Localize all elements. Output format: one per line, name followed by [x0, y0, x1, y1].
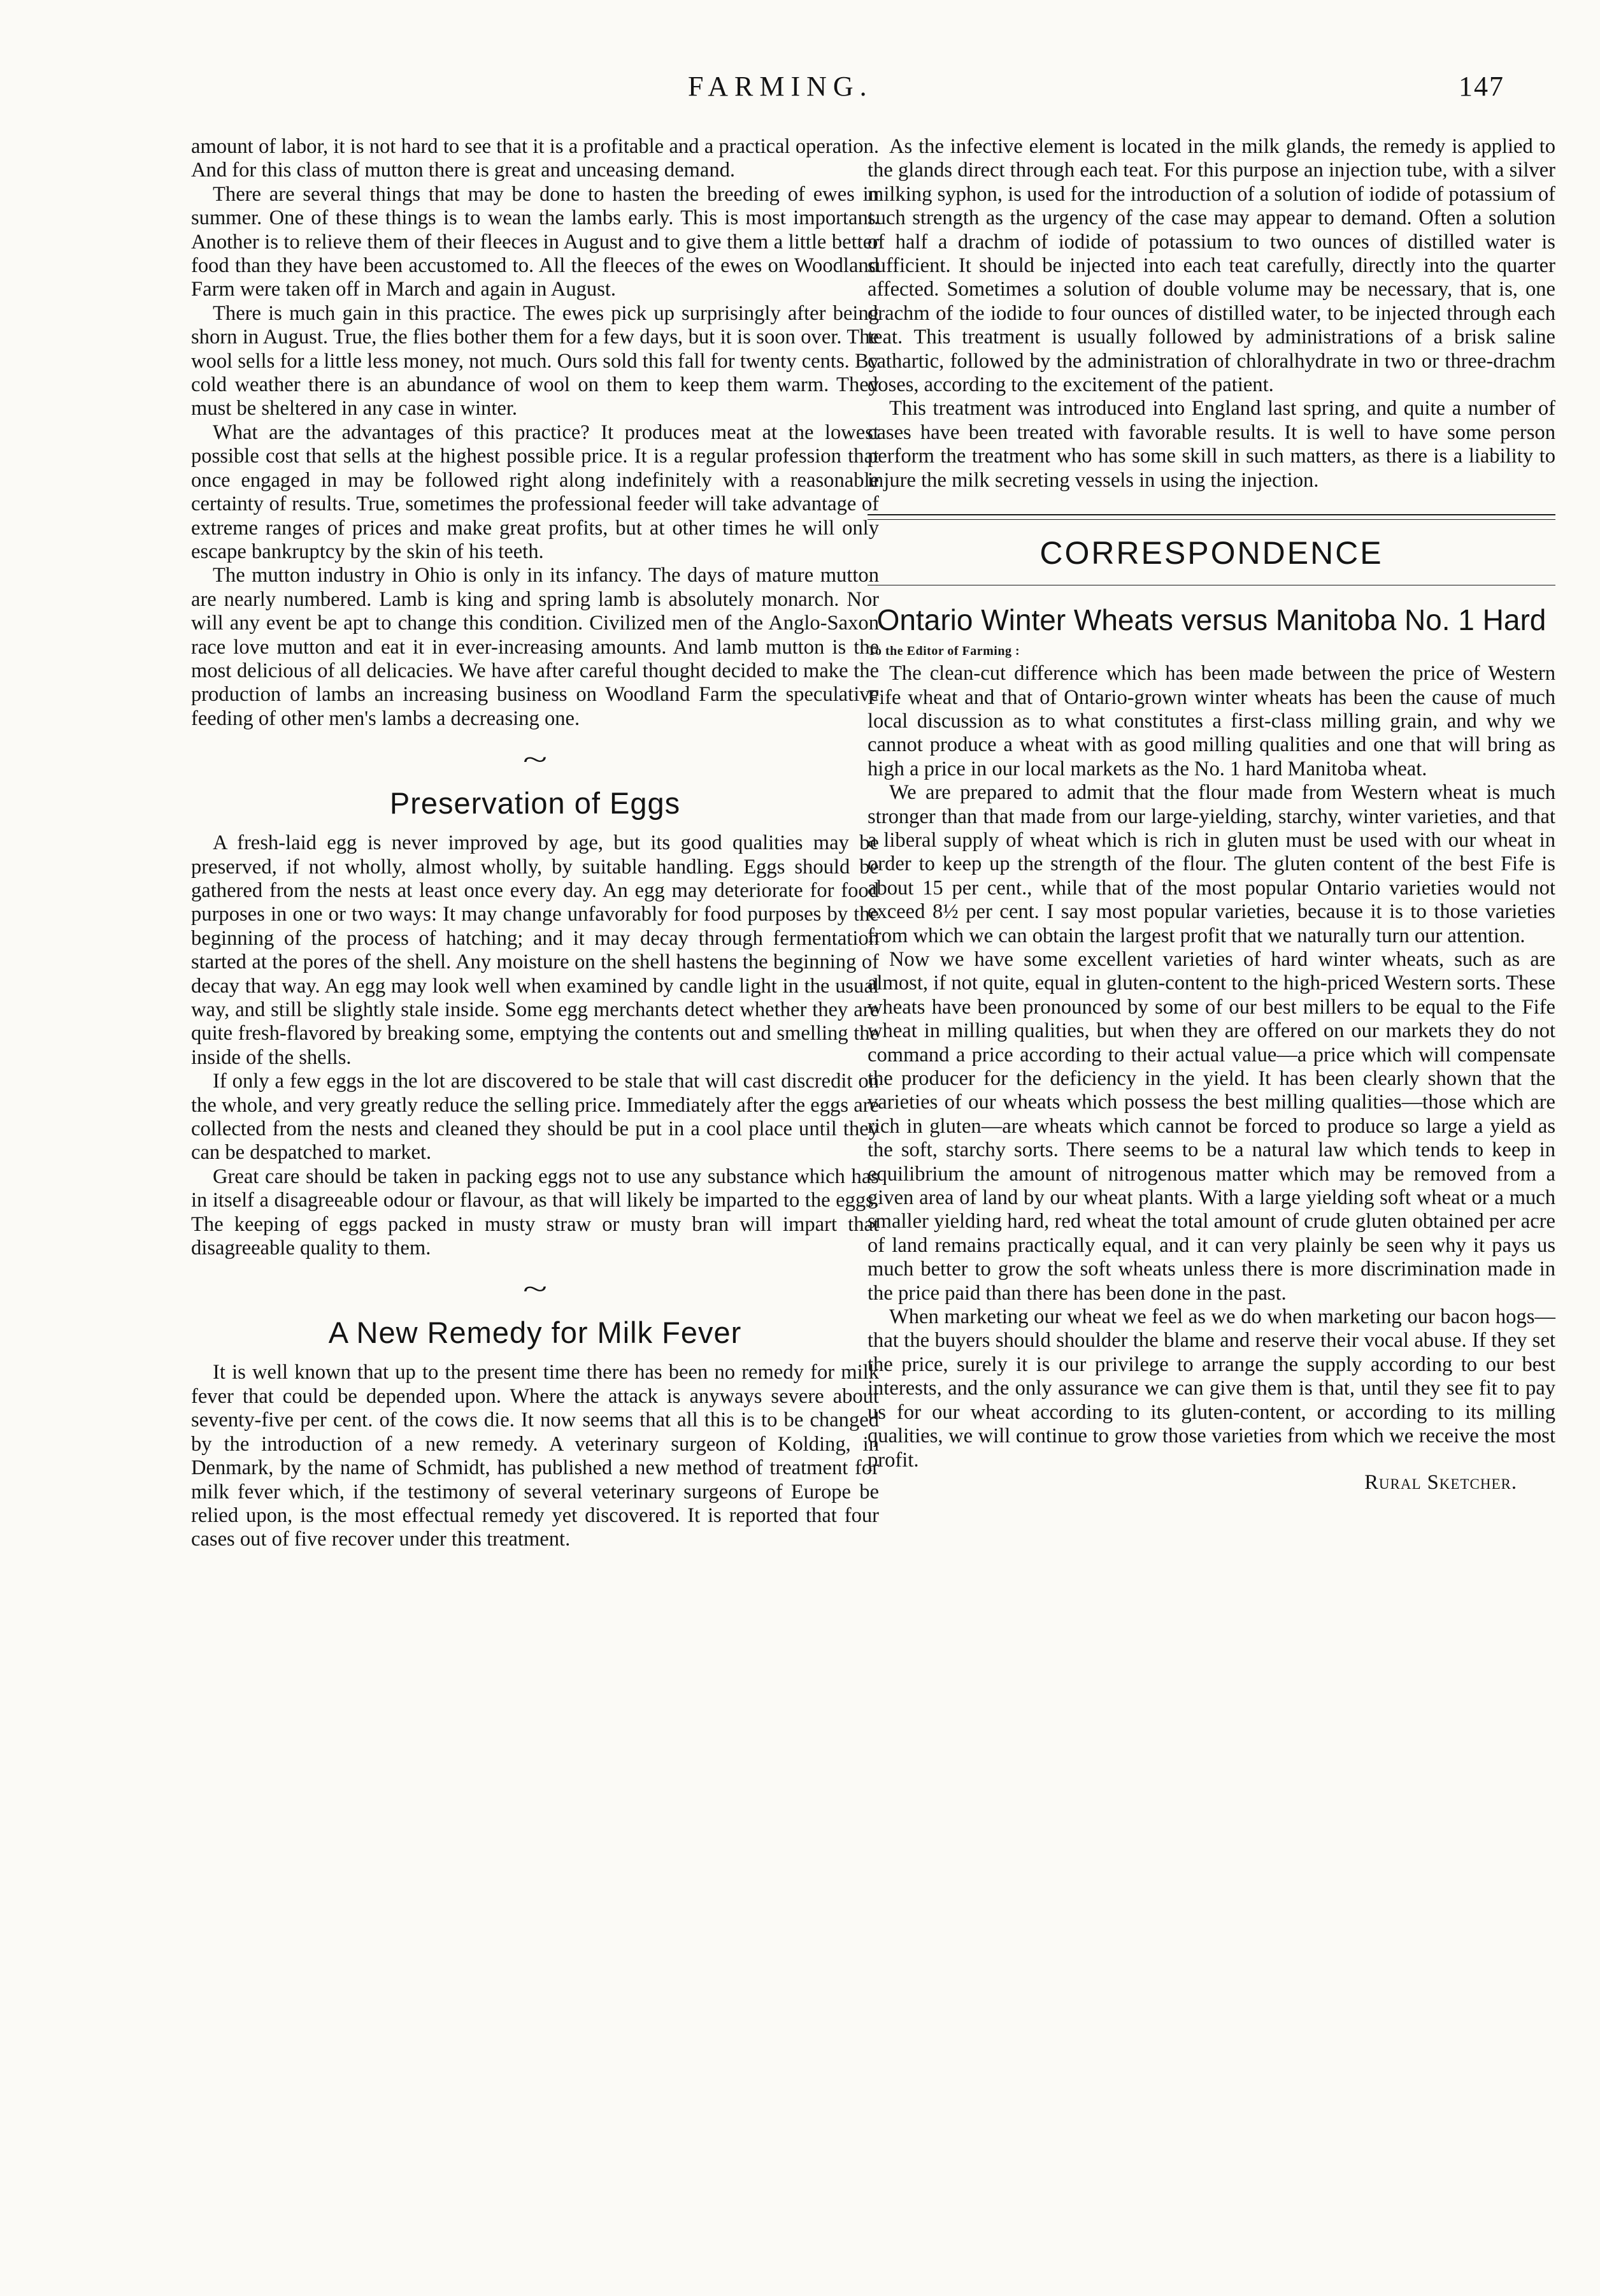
article-paragraph: There is much gain in this practice. The ewes pick up surprisingly after being shorn in August. True, the flies bother them for a few days, but it is soon over. The wool sells for a little less money, not much. Ours sold this fall for twenty cents. By cold weather there is an abundance of wool on them to keep them warm. They must be sheltered in any case in winter. [191, 301, 879, 420]
letter-paragraph: The clean-cut difference which has been made between the price of Western Fife wheat and that of Ontario-grown winter wheats has been the cause of much local discussion as to what constitutes a first-class milling grain, and why we cannot produce a wheat with as good milling qualities and one that will bring as high a price in our local markets as the No. 1 hard Manitoba wheat. [868, 662, 1555, 780]
article-paragraph: A fresh-laid egg is never improved by age, but its good qualities may be preserved, if not wholly, almost wholly, by suitable handling. Eggs should be gathered from the nests at least once every day. An egg may deteriorate for food purposes in one or two ways: It may change unfavorably for food purposes by the beginning of the process of hatching; and it may decay through fermentation started at the pores of the shell. Any moisture on the shell hastens the beginning of decay that way. An egg may look well when examined by candle light in the usual way, and still be slightly stale inside. Some egg merchants detect whether they are quite fresh-flavored by breaking some, emptying the contents out and smelling the inside of the shells. [191, 831, 879, 1069]
section-rule [868, 514, 1555, 520]
letter-title: Ontario Winter Wheats versus Manitoba No. 1 Hard [876, 603, 1546, 637]
article-paragraph: It is well known that up to the present time there has been no remedy for milk fever that could be depended upon. Where the attack is anyways severe about seventy-five per cent. of the cows die. It now seems that all this is to be changed by the introduction of a new remedy. A veterinary surgeon of Kolding, in Denmark, by the name of Schmidt, has published a new method of treatment for milk fever which, if the testimony of several veterinary surgeons of Europe be relied upon, is the most effectual remedy yet discovered. It is reported that four cases out of five recover under this treatment. [191, 1361, 879, 1551]
letter-paragraph: Now we have some excellent varieties of hard winter wheats, such as are almost, if not quite, equal in gluten-content to the high-priced Western sorts. These wheats have been pronounced by some of our best millers to be equal to the Fife wheat in milling qualities, but when they are offered on our markets they do not command a price according to their actual value—a price which will compensate the producer for the deficiency in the yield. It has been clearly shown that the varieties of our wheats which possess the best milling qualities—those which are rich in gluten—are wheats which cannot be forced to produce so large a yield as the soft, starchy sorts. There seems to be a natural law which tends to keep in equilibrium the amount of nitrogenous matter which may be removed from a given area of land by our wheat plants. With a large yielding soft wheat or a much smaller yielding hard, red wheat the total amount of crude gluten obtained per acre of land remains practically equal, and it can very plainly be seen why it pays us much better to grow the soft wheats unless there is more discrimination made in the price paid than there has been done in the past. [868, 947, 1555, 1305]
letter-paragraph: When marketing our wheat we feel as we do when marketing our bacon hogs—that the buyers should shoulder the blame and reserve their vocal abuse. If they set the price, surely it is our privilege to arrange the supply according to our best interests, and the only assurance we can give them is that, until they see fit to pay us for our wheat according to its gluten-content, or according to its milling qualities, we will continue to grow those varieties from which we receive the most profit. [868, 1305, 1555, 1472]
left-column [191, 135, 879, 1552]
ornament-divider: ~ [522, 744, 548, 776]
article-paragraph: Great care should be taken in packing eggs not to use any substance which has in itself a disagreeable odour or flavour, as that will likely be imparted to the eggs. The keeping of eggs packed in musty straw or musty bran will impart that disagreeable quality to them. [191, 1165, 879, 1260]
letter-signature: Rural Sketcher. [1364, 1470, 1517, 1494]
ornament-divider: ~ [522, 1274, 548, 1305]
rule-line [868, 519, 1555, 520]
page-number: 147 [1459, 71, 1504, 102]
article-paragraph: If only a few eggs in the lot are discovered to be stale that will cast discredit on the whole, and very greatly reduce the selling price. Immediately after the eggs are collected from the nests and cleaned they should be put in a cool place until they can be despatched to market. [191, 1070, 879, 1165]
article-paragraph: What are the advantages of this practice? It produces meat at the lowest possible cost that sells at the highest possible price. It is a regular profession that once engaged in may be followed right along indefinitely with a reasonable certainty of results. True, sometimes the professional feeder will take advantage of extreme ranges of prices and make great profits, but at other times he will only escape bankruptcy by the skin of his teeth. [191, 420, 879, 563]
eggs-article-title: Preservation of Eggs [389, 786, 681, 821]
running-title: FARMING. [688, 71, 873, 102]
article-paragraph: As the infective element is located in the milk glands, the remedy is applied to the glands direct through each teat. For this purpose an injection tube, with a silver milking syphon, is used for the introduction of a solution of iodide of potassium of such strength as the urgency of the case may appear to demand. Often a solution of half a drachm of iodide of potassium to two ounces of distilled water is sufficient. It should be injected into each teat carefully, directly into the quarter affected. Sometimes a solution of double volume may be necessary, that is, one drachm of the iodide to four ounces of distilled water, to be injected through each teat. This treatment is usually followed by administrations of a brisk saline cathartic, followed by the administration of chloralhydrate in two or three-drachm doses, according to the excitement of the patient. [868, 135, 1555, 397]
letter-paragraph: We are prepared to admit that the flour made from Western wheat is much stronger than that made from our large-yielding, starchy, winter varieties, and that a liberal supply of wheat which is rich in gluten must be used with our wheat in order to keep up the strength of the flour. The gluten content of the best Fife is about 15 per cent., while that of the most popular Ontario varieties would not exceed 8½ per cent. I say most popular varieties, because it is to those varieties from which we can obtain the largest profit that we naturally turn our attention. [868, 781, 1555, 947]
right-column [868, 135, 1555, 1495]
article-paragraph: There are several things that may be done to hasten the breeding of ewes in summer. One of these things is to wean the lambs early. This is most important. Another is to relieve them of their fleeces in August and to give them a little better food than they have been accustomed to. All the fleeces of the ewes on Woodland Farm were taken off in March and again in August. [191, 182, 879, 301]
article-paragraph: This treatment was introduced into England last spring, and quite a number of cases have been treated with favorable results. It is well to have some person perform the treatment who has some skill in such matters, as there is a liability to injure the milk secreting vessels in using the injection. [868, 397, 1555, 492]
rule-line [868, 514, 1555, 515]
editor-salutation: To the Editor of Farming : [868, 644, 1020, 659]
milk-fever-article-title: A New Remedy for Milk Fever [328, 1316, 742, 1350]
correspondence-heading: CORRESPONDENCE [1039, 535, 1383, 571]
article-paragraph: The mutton industry in Ohio is only in its infancy. The days of mature mutton are nearly numbered. Lamb is king and spring lamb is absolutely monarch. Nor will any event be apt to change this condition. Civilized men of the Anglo-Saxon race love mutton and eat it in ever-increasing amounts. And lamb mutton is the most delicious of all delicacies. We have after careful thought decided to make the production of lambs an increasing business on Woodland Farm the speculative feeding of other men's lambs a decreasing one. [191, 564, 879, 730]
article-paragraph: amount of labor, it is not hard to see that it is a profitable and a practical operation. And for this class of mutton there is great and unceasing demand. [191, 135, 879, 182]
